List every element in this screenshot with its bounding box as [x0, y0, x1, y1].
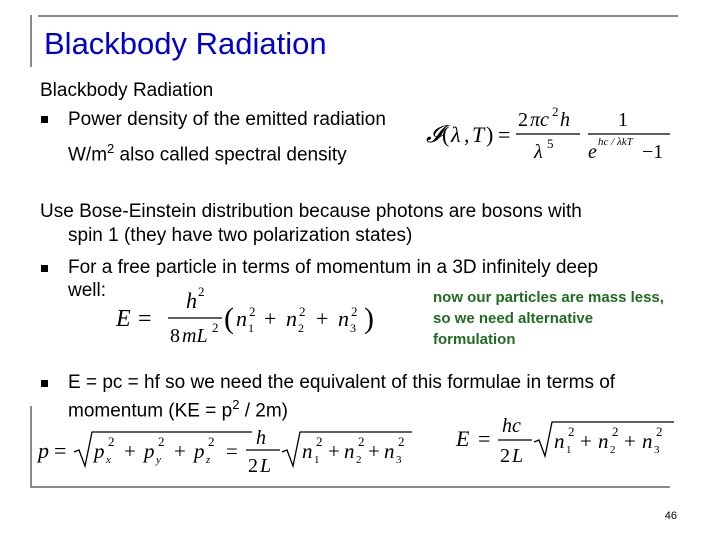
- svg-text:2: 2: [249, 304, 256, 319]
- svg-text:2: 2: [552, 104, 559, 119]
- note-line: so we need alternative: [433, 310, 594, 327]
- svg-text:2: 2: [568, 424, 575, 439]
- bullet-power-density-sub: $W/m^2$ also called spectral density: [68, 141, 347, 166]
- note-massless: [433, 287, 664, 350]
- svg-text:): ): [364, 302, 374, 335]
- svg-text:hc: hc: [502, 415, 521, 437]
- svg-text:+: +: [124, 439, 136, 463]
- svg-text:2: 2: [656, 424, 663, 439]
- paragraph-bose-einstein-line2: spin 1 (they have two polarization states): [68, 225, 413, 246]
- svg-text:3: 3: [654, 444, 660, 456]
- svg-text:,: ,: [464, 122, 470, 147]
- svg-text:2: 2: [316, 434, 323, 449]
- svg-text:=: =: [54, 438, 67, 463]
- svg-text:2: 2: [198, 284, 205, 299]
- bullet-marker: [41, 116, 48, 123]
- svg-text:8: 8: [170, 325, 180, 347]
- slide-frame-top: [38, 15, 678, 17]
- svg-text:−1: −1: [642, 141, 664, 163]
- svg-text:p: p: [94, 439, 105, 463]
- slide-frame-left-lower: [30, 406, 32, 488]
- svg-text:2: 2: [299, 304, 306, 319]
- svg-text:(: (: [224, 302, 234, 335]
- bullet-power-density: Power density of the emitted radiation: [68, 109, 386, 130]
- slide-frame-bottom: [30, 486, 670, 488]
- svg-text:3: 3: [396, 454, 402, 466]
- svg-text:+: +: [174, 439, 186, 463]
- svg-text:n: n: [598, 429, 609, 453]
- svg-text:=: =: [498, 122, 511, 147]
- slide-title: Blackbody Radiation: [44, 26, 327, 61]
- bullet-marker: [41, 265, 48, 272]
- bullet-marker: [41, 380, 48, 387]
- svg-text:+: +: [316, 306, 329, 331]
- svg-text:1: 1: [618, 109, 628, 131]
- svg-text:z: z: [206, 454, 211, 466]
- svg-text:2: 2: [518, 109, 528, 131]
- svg-text:+: +: [328, 439, 340, 463]
- bullet-photon-energy-line2: momentum $(KE = p^2 / 2m)$: [68, 397, 288, 422]
- svg-text:𝓘: 𝓘: [426, 122, 443, 148]
- bullet-photon-energy-line1: E = pc = hf so we need the equivalent of this formulae in terms of: [68, 372, 616, 393]
- svg-text:2: 2: [356, 454, 362, 466]
- svg-text:λ: λ: [534, 141, 543, 163]
- svg-text:(: (: [442, 122, 450, 147]
- svg-text:p: p: [144, 439, 155, 463]
- svg-text:2: 2: [158, 434, 165, 449]
- svg-text:n: n: [554, 429, 565, 453]
- svg-text:+: +: [264, 306, 277, 331]
- svg-text:2: 2: [612, 424, 619, 439]
- momentum-equation: [34, 422, 414, 482]
- svg-text:2: 2: [212, 320, 219, 335]
- svg-text:2: 2: [208, 434, 215, 449]
- paragraph-bose-einstein-line1: Use Bose-Einstein distribution because photons are bosons with: [40, 201, 582, 222]
- note-line: formulation: [433, 331, 516, 348]
- svg-text:n: n: [642, 429, 653, 453]
- page-number: 46: [664, 510, 677, 522]
- svg-text:E: E: [116, 306, 131, 332]
- svg-text:L: L: [260, 455, 272, 477]
- svg-text:2: 2: [358, 434, 365, 449]
- bullet-free-particle-line2: well:: [68, 280, 107, 301]
- particle-energy-equation: [112, 282, 412, 352]
- svg-text:+: +: [580, 429, 592, 453]
- svg-text:p: p: [38, 438, 49, 463]
- svg-text:5: 5: [547, 136, 554, 151]
- svg-text:h: h: [560, 109, 570, 131]
- svg-text:n: n: [236, 306, 247, 331]
- planck-equation: [420, 100, 680, 170]
- svg-text:2: 2: [610, 444, 616, 456]
- svg-text:e: e: [588, 141, 597, 163]
- svg-text:y: y: [156, 454, 161, 466]
- svg-text:1: 1: [314, 454, 320, 466]
- section-heading: Blackbody Radiation: [40, 80, 214, 101]
- svg-text:2: 2: [351, 304, 358, 319]
- svg-text:2: 2: [398, 434, 405, 449]
- svg-text:h: h: [256, 427, 266, 449]
- bullet-free-particle-line1: For a free particle in terms of momentum in a 3D infinitely deep: [68, 257, 599, 278]
- svg-text:h: h: [186, 288, 197, 313]
- svg-text:=: =: [226, 439, 238, 463]
- note-line: now our particles are mass less,: [433, 289, 664, 306]
- svg-text:L: L: [512, 445, 524, 467]
- svg-text:1: 1: [566, 444, 572, 456]
- svg-text:x: x: [106, 454, 111, 466]
- svg-text:hc / λkT: hc / λkT: [598, 136, 633, 148]
- photon-energy-equation: [452, 412, 682, 472]
- svg-text:3: 3: [350, 321, 356, 335]
- svg-text:n: n: [302, 439, 313, 463]
- svg-text:2: 2: [298, 321, 304, 335]
- svg-text:n: n: [384, 439, 395, 463]
- svg-text:E: E: [456, 426, 470, 451]
- svg-text:n: n: [344, 439, 355, 463]
- svg-text:): ): [486, 122, 494, 147]
- svg-text:mL: mL: [182, 325, 208, 347]
- svg-text:+: +: [624, 429, 636, 453]
- svg-text:n: n: [338, 306, 349, 331]
- svg-text:+: +: [368, 439, 380, 463]
- svg-text:=: =: [138, 306, 152, 332]
- svg-text:1: 1: [248, 321, 254, 335]
- slide-frame-left: [30, 15, 32, 67]
- svg-text:p: p: [194, 439, 205, 463]
- svg-text:πc: πc: [530, 109, 549, 131]
- svg-text:n: n: [286, 306, 297, 331]
- svg-text:=: =: [478, 426, 491, 451]
- svg-text:2: 2: [248, 455, 258, 477]
- svg-text:T: T: [472, 122, 485, 147]
- svg-text:2: 2: [500, 445, 510, 467]
- svg-text:2: 2: [108, 434, 115, 449]
- svg-text:λ: λ: [451, 122, 461, 147]
